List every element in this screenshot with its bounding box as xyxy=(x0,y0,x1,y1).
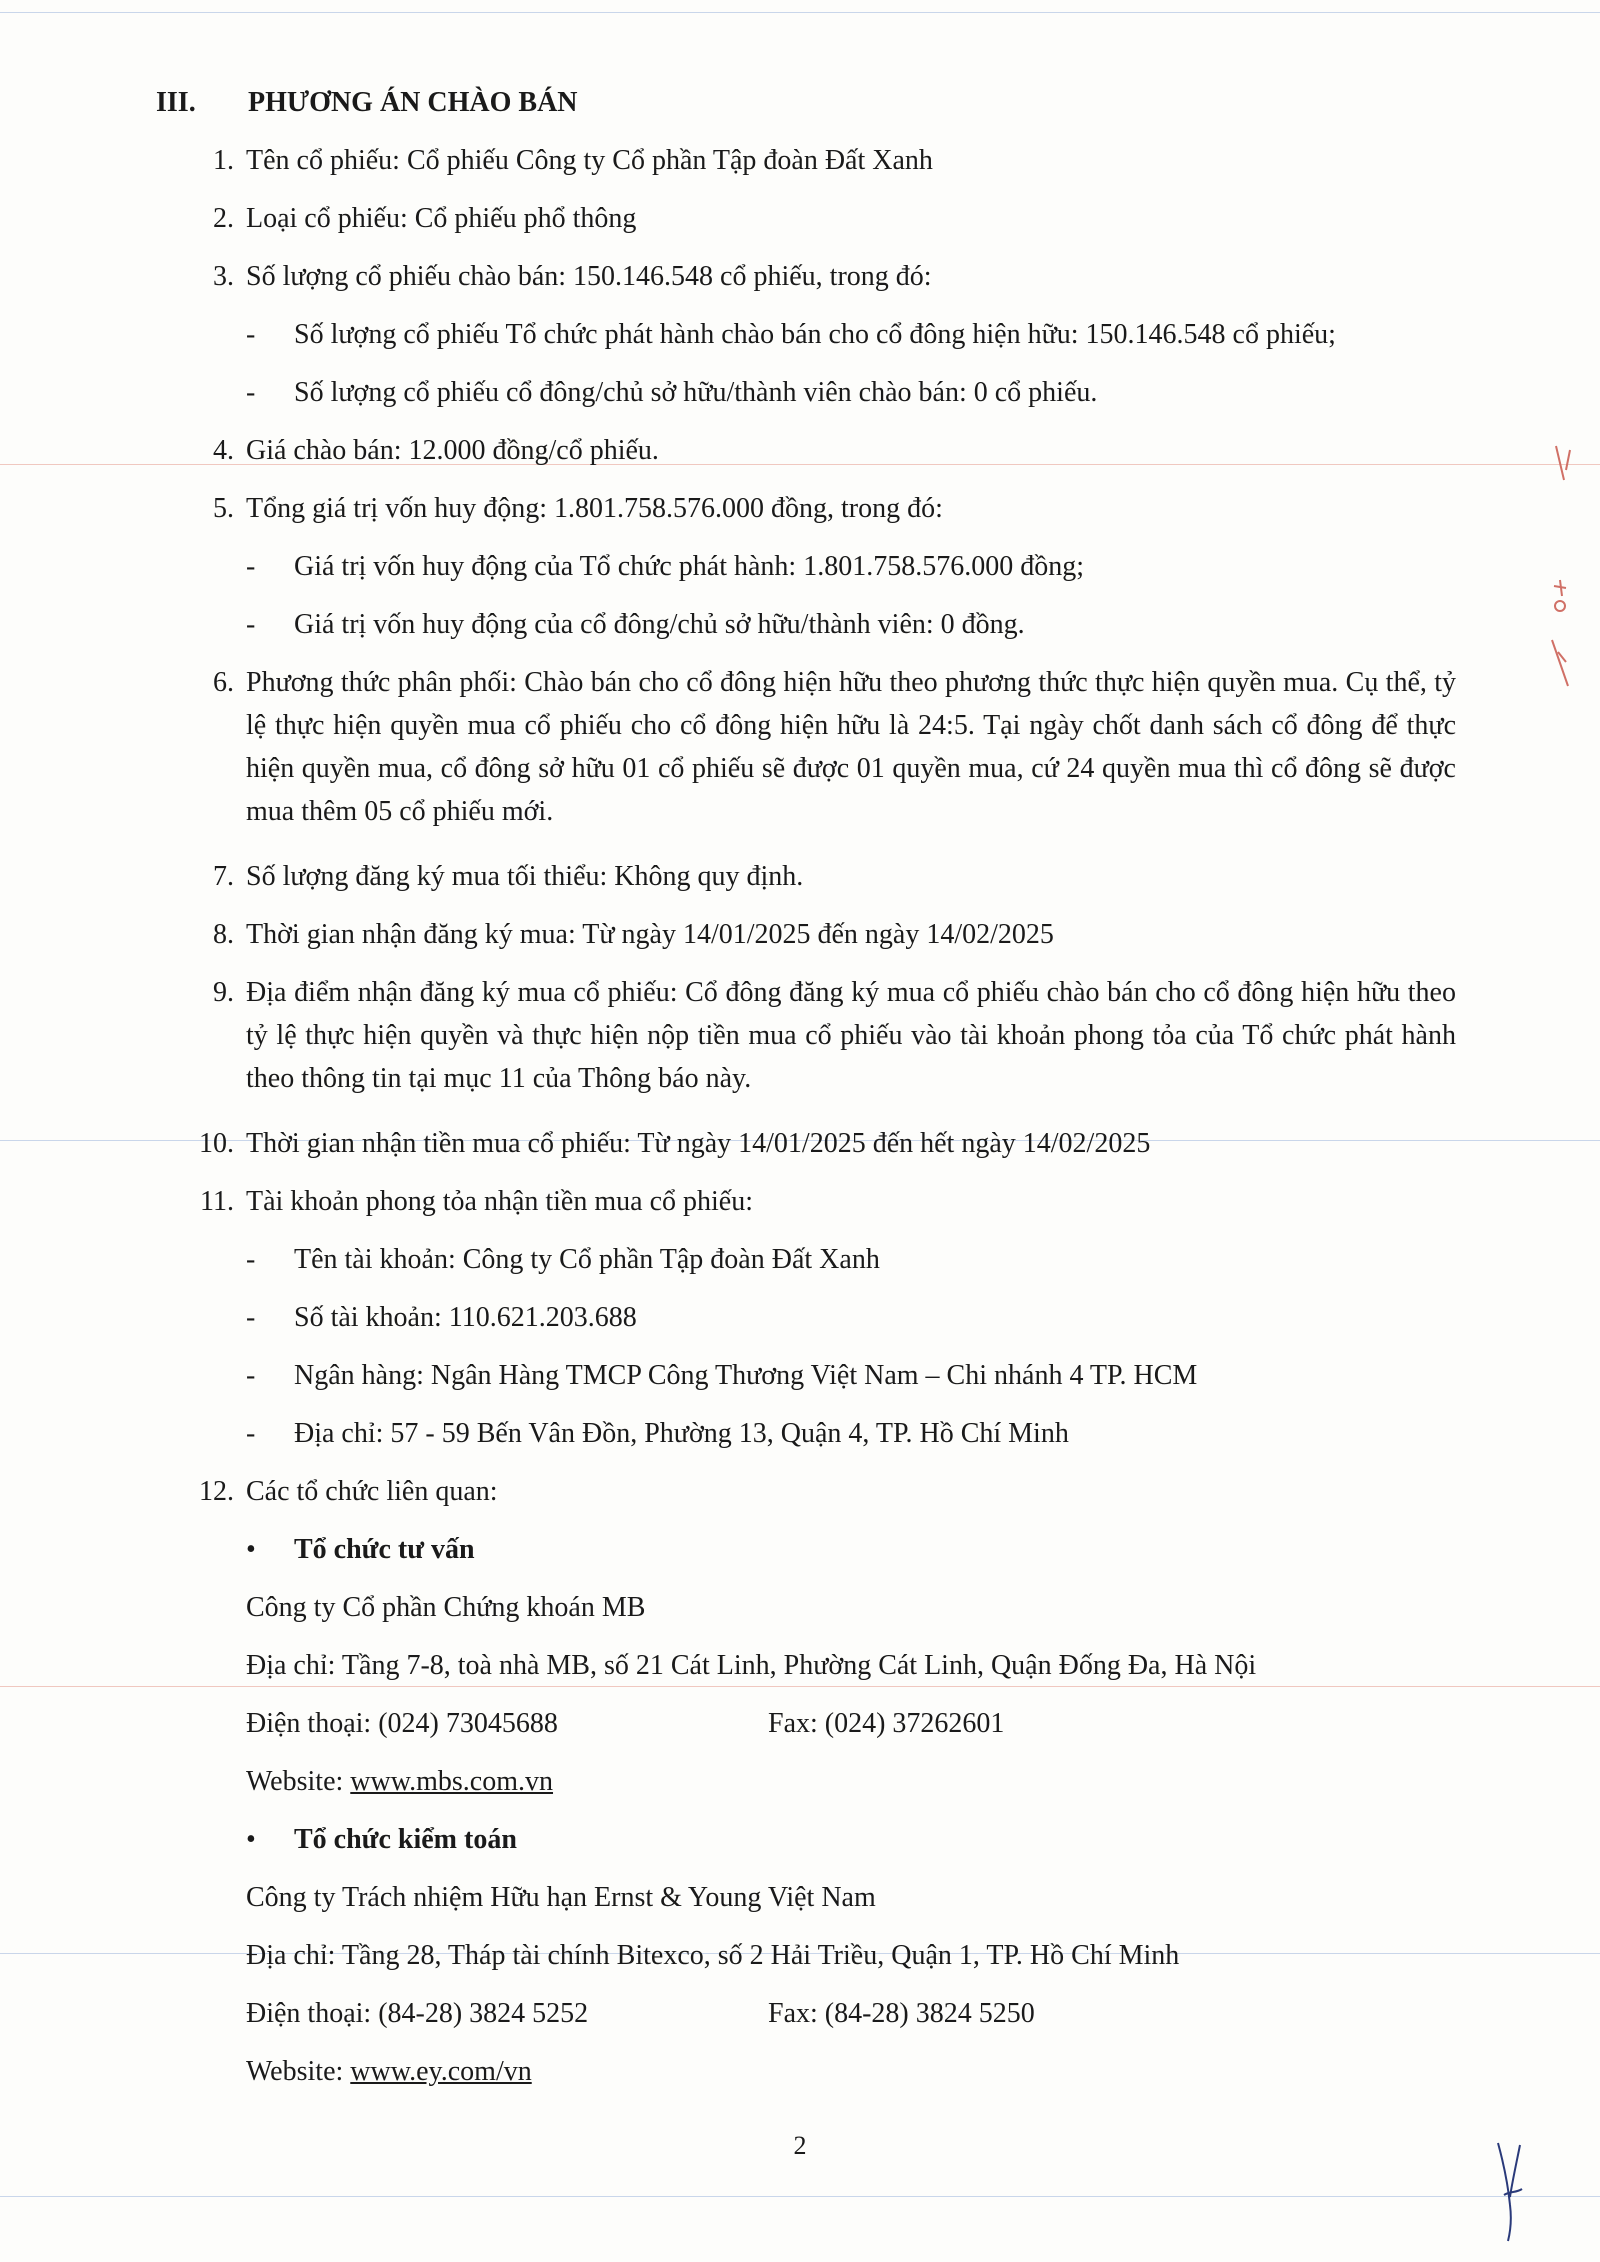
item-number: 1. xyxy=(213,145,234,176)
item-text: Số lượng cổ phiếu chào bán: 150.146.548 cổ phiếu, trong đó: xyxy=(246,261,932,292)
item-number: 11. xyxy=(200,1186,234,1217)
list-item xyxy=(156,978,1456,1100)
margin-handwriting xyxy=(1542,440,1582,705)
item-text: Loại cổ phiếu: Cổ phiếu phổ thông xyxy=(246,203,637,234)
item-number: 12. xyxy=(199,1476,234,1507)
item-number: 6. xyxy=(213,667,234,698)
dash-marker: - xyxy=(246,377,256,408)
item-text: Số lượng đăng ký mua tối thiểu: Không quy định. xyxy=(246,861,804,892)
item-number: 5. xyxy=(213,493,234,524)
item-text: Các tổ chức liên quan: xyxy=(246,1476,498,1507)
auditor-website-row xyxy=(246,2057,1456,2086)
dash-marker: - xyxy=(246,1302,256,1333)
signature-icon xyxy=(1490,2135,1530,2245)
auditor-heading xyxy=(246,1825,1456,1854)
item-text: Phương thức phân phối: Chào bán cho cổ đông hiện hữu theo phương thức thực hiện quyền mua. Cụ thể, tỷ lệ thực hiện quyền mua cổ phiếu cho cổ đông hiện hữu là 24:5. Tại ngày chốt danh sách cổ đông để thực hiện quyền mua, cổ đông sở hữu 01 cổ phiếu sẽ được 01 quyền mua, cứ 24 quyền mua thì cổ đông sẽ được mua thêm 05 cổ phiếu mới. xyxy=(246,667,1456,827)
section-title: PHƯƠNG ÁN CHÀO BÁN xyxy=(248,87,578,118)
item-number: 2. xyxy=(213,203,234,234)
advisor-website-link[interactable]: www.mbs.com.vn xyxy=(350,1766,554,1797)
auditor-heading-text: Tổ chức kiểm toán xyxy=(294,1824,517,1855)
advisor-heading xyxy=(246,1535,1456,1564)
advisor-name: Công ty Cổ phần Chứng khoán MB xyxy=(246,1592,646,1623)
list-item xyxy=(156,262,1456,291)
dash-marker: - xyxy=(246,609,256,640)
sub-item xyxy=(246,552,1456,581)
sub-item xyxy=(246,320,1456,349)
auditor-fax: Fax: (84-28) 3824 5250 xyxy=(768,1998,1035,2029)
auditor-phone: Điện thoại: (84-28) 3824 5252 xyxy=(246,1998,589,2029)
section-heading xyxy=(156,88,1456,117)
item-text: Thời gian nhận tiền mua cổ phiếu: Từ ngày 14/01/2025 đến hết ngày 14/02/2025 xyxy=(246,1128,1151,1159)
dash-marker: - xyxy=(246,319,256,350)
auditor-website-link[interactable]: www.ey.com/vn xyxy=(350,2056,532,2087)
list-item xyxy=(156,146,1456,175)
item-text: Tên cổ phiếu: Cổ phiếu Công ty Cổ phần Tập đoàn Đất Xanh xyxy=(246,145,933,176)
dash-marker: - xyxy=(246,551,256,582)
bullet-icon: • xyxy=(246,1534,256,1565)
sub-item xyxy=(246,378,1456,407)
item-number: 10. xyxy=(199,1128,234,1159)
item-text: Tổng giá trị vốn huy động: 1.801.758.576.000 đồng, trong đó: xyxy=(246,493,943,524)
item-number: 9. xyxy=(213,977,234,1008)
advisor-address: Địa chỉ: Tầng 7-8, toà nhà MB, số 21 Cát Linh, Phường Cát Linh, Quận Đống Đa, Hà Nội xyxy=(246,1650,1257,1681)
list-item xyxy=(156,1129,1456,1158)
page-number: 2 xyxy=(793,2131,807,2160)
sub-item-text: Địa chỉ: 57 - 59 Bến Vân Đồn, Phường 13, Quận 4, TP. Hồ Chí Minh xyxy=(294,1418,1069,1449)
document-page xyxy=(156,88,1456,2115)
item-text: Giá chào bán: 12.000 đồng/cổ phiếu. xyxy=(246,435,659,466)
item-text: Địa điểm nhận đăng ký mua cổ phiếu: Cổ đông đăng ký mua cổ phiếu chào bán cho cổ đông hiện hữu theo tỷ lệ thực hiện quyền và thực hiện nộp tiền mua cổ phiếu vào tài khoản phong tỏa của Tổ chức phát hành theo thông tin tại mục 11 của Thông báo này. xyxy=(246,977,1456,1094)
list-item xyxy=(156,1187,1456,1216)
sub-item-text: Số lượng cổ phiếu Tổ chức phát hành chào bán cho cổ đông hiện hữu: 150.146.548 cổ phiếu; xyxy=(294,319,1336,350)
dash-marker: - xyxy=(246,1244,256,1275)
item-number: 4. xyxy=(213,435,234,466)
advisor-heading-text: Tổ chức tư vấn xyxy=(294,1534,475,1565)
auditor-contact xyxy=(246,1999,1456,2028)
dash-marker: - xyxy=(246,1418,256,1449)
sub-item-text: Tên tài khoản: Công ty Cổ phần Tập đoàn Đất Xanh xyxy=(294,1244,880,1275)
advisor-fax: Fax: (024) 37262601 xyxy=(768,1708,1005,1739)
sub-item-text: Ngân hàng: Ngân Hàng TMCP Công Thương Việt Nam – Chi nhánh 4 TP. HCM xyxy=(294,1360,1198,1391)
sub-item-text: Số lượng cổ phiếu cổ đông/chủ sở hữu/thành viên chào bán: 0 cổ phiếu. xyxy=(294,377,1098,408)
auditor-address: Địa chỉ: Tầng 28, Tháp tài chính Bitexco, số 2 Hải Triều, Quận 1, TP. Hồ Chí Minh xyxy=(246,1940,1180,1971)
bullet-icon: • xyxy=(246,1824,256,1855)
item-number: 8. xyxy=(213,919,234,950)
section-number: III. xyxy=(156,87,196,118)
item-number: 7. xyxy=(213,861,234,892)
list-item xyxy=(156,668,1456,833)
scan-line xyxy=(0,12,1600,13)
sub-item-text: Giá trị vốn huy động của Tổ chức phát hành: 1.801.758.576.000 đồng; xyxy=(294,551,1084,582)
auditor-name: Công ty Trách nhiệm Hữu hạn Ernst & Young Việt Nam xyxy=(246,1882,876,1913)
sub-item xyxy=(246,1419,1456,1448)
advisor-phone: Điện thoại: (024) 73045688 xyxy=(246,1708,558,1739)
auditor-website-label: Website: xyxy=(246,2056,351,2087)
advisor-website-label: Website: xyxy=(246,1766,351,1797)
sub-item xyxy=(246,1361,1456,1390)
item-number: 3. xyxy=(213,261,234,292)
sub-item xyxy=(246,1303,1456,1332)
scan-line xyxy=(0,2196,1600,2197)
handwritten-marks-icon xyxy=(1542,440,1582,700)
list-item xyxy=(156,436,1456,465)
item-text: Thời gian nhận đăng ký mua: Từ ngày 14/01/2025 đến ngày 14/02/2025 xyxy=(246,919,1054,950)
sub-item xyxy=(246,610,1456,639)
list-item xyxy=(156,920,1456,949)
list-item xyxy=(156,1477,1456,1506)
list-item xyxy=(156,204,1456,233)
advisor-website-row xyxy=(246,1767,1456,1796)
sub-item-text: Số tài khoản: 110.621.203.688 xyxy=(294,1302,637,1333)
advisor-contact xyxy=(246,1709,1456,1738)
list-item xyxy=(156,862,1456,891)
sub-item xyxy=(246,1245,1456,1274)
item-text: Tài khoản phong tỏa nhận tiền mua cổ phiếu: xyxy=(246,1186,753,1217)
sub-item-text: Giá trị vốn huy động của cổ đông/chủ sở hữu/thành viên: 0 đồng. xyxy=(294,609,1025,640)
list-item xyxy=(156,494,1456,523)
dash-marker: - xyxy=(246,1360,256,1391)
